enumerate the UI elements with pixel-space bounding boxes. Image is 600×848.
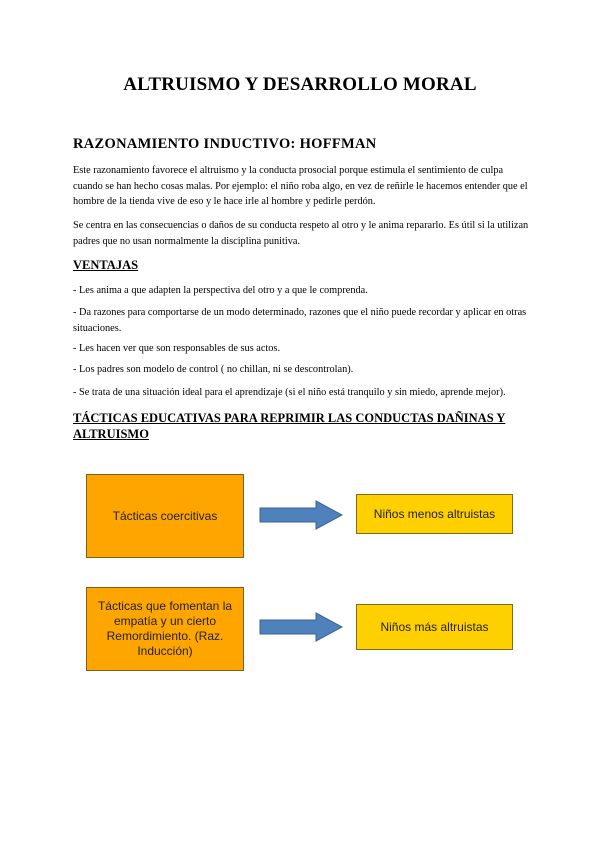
more-altruistic-label: Niños más altruistas [380, 619, 489, 634]
right-arrow-icon [258, 611, 344, 643]
tacticas-heading: TÁCTICAS EDUCATIVAS PARA REPRIMIR LAS CONDUCTAS DAÑINAS Y ALTRUISMO [73, 411, 506, 441]
ventaja-item: - Se trata de una situación ideal para el aprendizaje (si el niño está tranquilo y sin miedo, aprende mejor). [73, 387, 506, 398]
coercive-tactics-box [86, 474, 244, 558]
ventaja-item: - Los padres son modelo de control ( no chillan, ni se descontrolan). [73, 364, 354, 375]
ventaja-item: - Les hacen ver que son responsables de sus actos. [73, 343, 281, 354]
more-altruistic-box [356, 604, 513, 650]
ventajas-heading: VENTAJAS [73, 258, 139, 272]
ventaja-item: - Les anima a que adapten la perspectiva del otro y a que le comprenda. [73, 285, 368, 296]
ventaja-item: - Da razones para comportarse de un modo determinado, razones que el niño puede recordar y aplicar en otras situaciones. [73, 307, 527, 334]
empathy-tactics-label: Tácticas que fomentan la empatía y un cierto Remordimiento. (Raz. Inducción) [97, 599, 233, 658]
right-arrow-icon [258, 499, 344, 531]
page-title: ALTRUISMO Y DESARROLLO MORAL [123, 74, 477, 95]
paragraph-1: Este razonamiento favorece el altruismo y la conducta prosocial porque estimula el sentimiento de culpa cuando se han hecho cosas malas. Por ejemplo: el niño roba algo, en vez de reñirle le hacemos entender que el hombre de la tienda vive de eso y le hace irle al hombre y pedirle perdón. [73, 165, 528, 207]
less-altruistic-box [356, 494, 513, 534]
empathy-tactics-box [86, 587, 244, 671]
less-altruistic-label: Niños menos altruistas [373, 506, 496, 521]
coercive-tactics-label: Tácticas coercitivas [112, 508, 218, 523]
paragraph-2: Se centra en las consecuencias o daños de su conducta respeto al otro y le anima repararlo. Es útil si la utilizan padres que no usan normalmente la disciplina punitiva. [73, 220, 529, 247]
section-heading-razonamiento: RAZONAMIENTO INDUCTIVO: HOFFMAN [73, 136, 377, 152]
